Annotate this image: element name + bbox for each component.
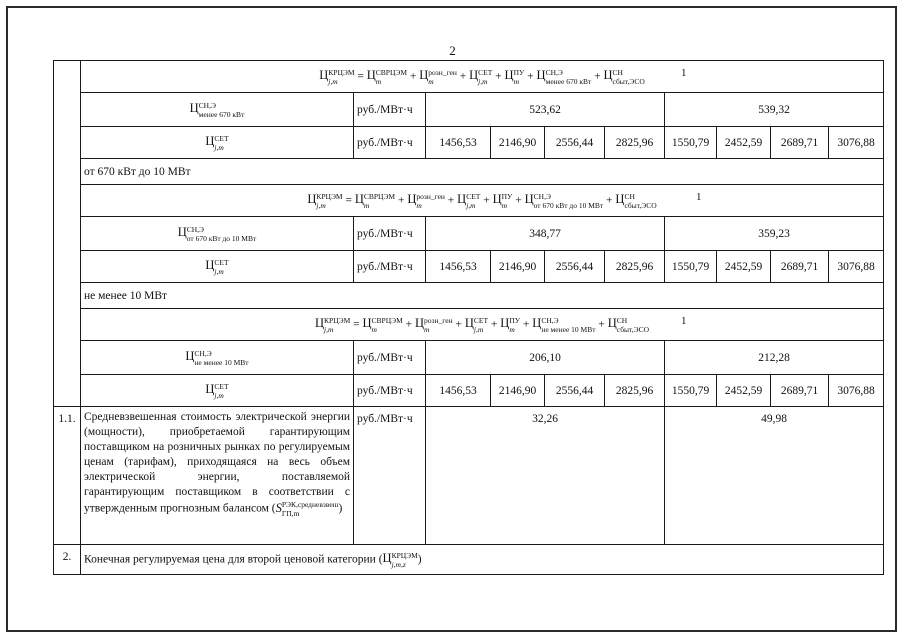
- unit-cell: руб./МВт·ч: [354, 375, 426, 407]
- symbol-superscript: ПУ: [509, 315, 521, 325]
- symbol-subscript: j,m: [214, 266, 224, 276]
- group-label: от 670 кВт до 10 МВт: [81, 159, 884, 185]
- symbol-indices: [546, 68, 592, 86]
- tariff-table: [53, 60, 884, 575]
- price-symbol: [457, 191, 481, 210]
- symbol-subscript: сбыт,ЭСО: [624, 200, 657, 210]
- sn-value-half1: 206,10: [426, 341, 665, 375]
- plus-sign: +: [407, 70, 420, 83]
- price-symbol: [307, 191, 343, 210]
- symbol-superscript: СВРЦЭМ: [363, 191, 396, 201]
- set-symbol-cell: [81, 375, 354, 407]
- symbol-indices: [372, 316, 403, 334]
- weighted-value-half1: 32,26: [426, 407, 665, 545]
- symbol-letter: Ц: [532, 316, 542, 331]
- symbol-superscript: СВРЦЭМ: [371, 315, 403, 325]
- symbol-indices: [617, 316, 649, 334]
- unit-cell: руб./МВт·ч: [354, 407, 426, 545]
- symbol-indices: [328, 68, 354, 86]
- set-value-cell: 2146,90: [491, 375, 545, 407]
- symbol-indices: [474, 316, 488, 334]
- plus-sign: +: [402, 318, 415, 331]
- symbol-letter: Ц: [603, 68, 613, 83]
- symbol-letter: Ц: [307, 192, 317, 207]
- weighted-cost-symbol: [275, 500, 339, 518]
- symbol-indices: [478, 68, 492, 86]
- price-symbol: [189, 100, 245, 119]
- symbol-superscript: СЕТ: [473, 315, 489, 325]
- price-symbol: [415, 315, 453, 334]
- plus-sign: +: [524, 70, 537, 83]
- symbol-superscript: СН: [624, 191, 635, 201]
- symbol-indices: [466, 192, 480, 210]
- price-symbol: [603, 67, 645, 86]
- symbol-subscript: j,m: [478, 76, 488, 86]
- symbol-indices: [324, 316, 350, 334]
- price-symbol: [407, 191, 445, 210]
- symbol-subscript: j,m: [214, 142, 224, 152]
- symbol-letter: Ц: [464, 316, 474, 331]
- symbol-superscript: розн_ген: [424, 315, 453, 325]
- symbol-superscript: СЕТ: [466, 191, 481, 201]
- symbol-indices: [624, 192, 656, 210]
- symbol-indices: [541, 316, 595, 334]
- symbol-indices: [613, 68, 645, 86]
- price-symbol: [205, 257, 229, 276]
- symbol-superscript: КРЦЭМ: [316, 191, 343, 201]
- price-symbol: [177, 224, 257, 243]
- symbol-subscript: менее 670 кВт: [545, 76, 592, 86]
- plus-sign: +: [444, 194, 458, 207]
- price-symbol: [419, 67, 457, 86]
- row-number: 1.1.: [54, 407, 81, 545]
- sn-value-half1: 348,77: [426, 217, 665, 251]
- symbol-subscript: не менее 10 МВт: [194, 357, 249, 367]
- row-description-text: Средневзвешенная стоимость электрической энергии (мощности), приобретаемой гарантирующим поставщиком на розничных рынках по регулируемым ценам (тарифам), приходящаяся на весь объем электрической энергии, поставляемой гарантирующим поставщиком в соответствии с утвержденным прогнозным балансом (: [84, 411, 350, 515]
- symbol-superscript: СН,Э: [541, 315, 559, 325]
- symbol-subscript: m: [428, 76, 434, 86]
- symbol-subscript: m: [363, 200, 370, 210]
- set-value-cell: 1456,53: [426, 127, 491, 159]
- price-formula: [81, 61, 884, 93]
- plus-sign: +: [492, 70, 505, 83]
- symbol-indices: [392, 551, 418, 569]
- page-number: 2: [449, 43, 456, 58]
- symbol-letter: Ц: [354, 192, 364, 207]
- row-number: 2.: [54, 545, 81, 575]
- plus-sign: +: [603, 194, 616, 207]
- set-value-cell: 2825,96: [605, 127, 665, 159]
- sn-value-half2: 212,28: [665, 341, 884, 375]
- price-symbol: [354, 191, 396, 210]
- symbol-letter: Ц: [205, 134, 215, 149]
- plus-sign: +: [520, 318, 533, 331]
- set-value-cell: 1550,79: [665, 251, 717, 283]
- symbol-superscript: ПУ: [513, 67, 525, 77]
- set-value-cell: 2556,44: [545, 127, 605, 159]
- set-value-cell: 2146,90: [491, 251, 545, 283]
- symbol-superscript: КРЦЭМ: [324, 315, 351, 325]
- symbol-indices: [424, 316, 453, 334]
- unit-cell: руб./МВт·ч: [354, 251, 426, 283]
- row-description: [81, 545, 884, 575]
- price-symbol: [205, 133, 229, 152]
- symbol-superscript: СВРЦЭМ: [375, 67, 407, 77]
- symbol-subscript: m: [509, 324, 515, 334]
- unit-cell: руб./МВт·ч: [354, 341, 426, 375]
- symbol-superscript: СН,Э: [533, 191, 551, 201]
- symbol-indices: [214, 258, 228, 276]
- symbol-indices: [534, 192, 604, 210]
- symbol-letter: Ц: [469, 68, 479, 83]
- symbol-subscript: m: [513, 76, 519, 86]
- symbol-subscript: j,m: [473, 324, 484, 334]
- symbol-superscript: СЕТ: [478, 67, 493, 77]
- set-value-cell: 2689,71: [771, 375, 829, 407]
- symbol-superscript: СН: [612, 67, 623, 77]
- symbol-letter: Ц: [500, 316, 510, 331]
- plus-sign: +: [456, 70, 470, 83]
- price-symbol: [382, 550, 418, 569]
- set-value-cell: 2452,59: [717, 251, 771, 283]
- sn-value-half1: 523,62: [426, 93, 665, 127]
- price-formula: [81, 185, 884, 217]
- set-value-cell: 1456,53: [426, 251, 491, 283]
- symbol-letter: Ц: [362, 316, 372, 331]
- symbol-letter: Ц: [524, 192, 534, 207]
- symbol-letter: Ц: [615, 192, 625, 207]
- equals-sign: =: [350, 318, 363, 331]
- symbol-letter: Ц: [205, 382, 215, 397]
- symbol-indices: [376, 68, 407, 86]
- formula-footnote: 1: [681, 67, 687, 79]
- symbol-subscript: m: [501, 200, 508, 210]
- symbol-indices: [514, 68, 525, 86]
- group-label: не менее 10 МВт: [81, 283, 884, 309]
- symbol-subscript: j,m: [328, 76, 338, 86]
- set-value-cell: 2556,44: [545, 251, 605, 283]
- row-description: [81, 407, 354, 545]
- plus-sign: +: [488, 318, 501, 331]
- closing-paren: ): [417, 553, 422, 566]
- symbol-letter: Ц: [189, 101, 199, 116]
- symbol-subscript: от 670 кВт до 10 МВт: [533, 200, 604, 210]
- plus-sign: +: [595, 318, 608, 331]
- price-symbol: [205, 381, 229, 400]
- price-symbol: [492, 191, 513, 210]
- symbol-indices: [364, 192, 395, 210]
- symbol-letter: Ц: [319, 68, 329, 83]
- symbol-superscript: СЕТ: [214, 133, 229, 143]
- plus-sign: +: [591, 70, 604, 83]
- set-symbol-cell: [81, 251, 354, 283]
- set-value-cell: 2825,96: [605, 375, 665, 407]
- symbol-subscript: m: [375, 76, 382, 86]
- set-value-cell: 3076,88: [829, 127, 884, 159]
- set-value-cell: 2452,59: [717, 127, 771, 159]
- unit-cell: руб./МВт·ч: [354, 127, 426, 159]
- symbol-indices: [502, 192, 513, 210]
- set-value-cell: 2689,71: [771, 251, 829, 283]
- symbol-letter: S: [275, 500, 282, 515]
- symbol-indices: [416, 192, 445, 210]
- symbol-indices: [214, 134, 228, 152]
- sn-symbol-cell: [81, 93, 354, 127]
- symbol-letter: Ц: [366, 68, 376, 83]
- symbol-indices: [282, 500, 339, 518]
- symbol-indices: [214, 382, 228, 400]
- symbol-superscript: СН,Э: [194, 348, 212, 358]
- set-value-cell: 1550,79: [665, 375, 717, 407]
- symbol-letter: Ц: [536, 68, 546, 83]
- price-symbol: [532, 315, 596, 334]
- symbol-indices: [199, 101, 245, 119]
- symbol-indices: [194, 349, 248, 367]
- set-value-cell: 2689,71: [771, 127, 829, 159]
- symbol-letter: Ц: [419, 68, 429, 83]
- symbol-superscript: розн_ген: [428, 67, 457, 77]
- symbol-letter: Ц: [492, 192, 502, 207]
- plus-sign: +: [395, 194, 408, 207]
- row-description-text: Конечная регулируемая цена для второй ценовой категории (: [84, 553, 383, 566]
- symbol-indices: [316, 192, 342, 210]
- price-symbol: [464, 315, 489, 334]
- symbol-subscript: j,m: [324, 324, 334, 334]
- price-symbol: [607, 315, 650, 334]
- price-symbol: [615, 191, 657, 210]
- symbol-letter: Ц: [415, 316, 425, 331]
- price-symbol: [366, 67, 407, 86]
- symbol-subscript: менее 670 кВт: [198, 109, 245, 119]
- symbol-superscript: РЭК,средневзвеш: [281, 500, 339, 509]
- symbol-letter: Ц: [607, 316, 617, 331]
- set-value-cell: 1456,53: [426, 375, 491, 407]
- symbol-letter: Ц: [407, 192, 417, 207]
- formula-footnote: 1: [681, 315, 687, 327]
- symbol-subscript: от 670 кВт до 10 МВт: [186, 233, 257, 243]
- set-value-cell: 3076,88: [829, 375, 884, 407]
- symbol-subscript: сбыт,ЭСО: [612, 76, 645, 86]
- unit-cell: руб./МВт·ч: [354, 217, 426, 251]
- symbol-letter: Ц: [457, 192, 467, 207]
- set-symbol-cell: [81, 127, 354, 159]
- symbol-letter: Ц: [504, 68, 514, 83]
- set-value-cell: 2825,96: [605, 251, 665, 283]
- sn-value-half2: 539,32: [665, 93, 884, 127]
- price-symbol: [500, 315, 521, 334]
- equals-sign: =: [354, 70, 367, 83]
- weighted-value-half2: 49,98: [665, 407, 884, 545]
- symbol-superscript: СЕТ: [214, 381, 229, 391]
- unit-cell: руб./МВт·ч: [354, 93, 426, 127]
- symbol-subscript: j,m: [466, 200, 476, 210]
- symbol-subscript: m: [371, 324, 377, 334]
- equals-sign: =: [342, 194, 355, 207]
- price-symbol: [362, 315, 403, 334]
- set-value-cell: 2556,44: [545, 375, 605, 407]
- price-symbol: [315, 315, 351, 334]
- symbol-subscript: j,m: [316, 200, 326, 210]
- symbol-letter: Ц: [315, 316, 325, 331]
- set-value-cell: 3076,88: [829, 251, 884, 283]
- symbol-subscript: m: [424, 324, 430, 334]
- symbol-superscript: СН,Э: [186, 224, 205, 234]
- row-number-cell: [54, 61, 81, 407]
- symbol-indices: [187, 225, 257, 243]
- closing-paren: ): [338, 502, 343, 515]
- symbol-letter: Ц: [177, 225, 187, 240]
- symbol-subscript: ГП,m: [281, 509, 300, 518]
- symbol-indices: [428, 68, 457, 86]
- set-value-cell: 1550,79: [665, 127, 717, 159]
- symbol-subscript: m: [416, 200, 422, 210]
- sn-value-half2: 359,23: [665, 217, 884, 251]
- symbol-letter: Ц: [205, 258, 215, 273]
- price-symbol: [319, 67, 355, 86]
- formula-footnote: 1: [696, 191, 702, 203]
- symbol-subscript: j,m: [214, 390, 224, 400]
- set-value-cell: 2452,59: [717, 375, 771, 407]
- sn-symbol-cell: [81, 341, 354, 375]
- plus-sign: +: [480, 194, 493, 207]
- set-value-cell: 2146,90: [491, 127, 545, 159]
- symbol-subscript: сбыт,ЭСО: [616, 324, 650, 334]
- symbol-superscript: КРЦЭМ: [328, 67, 355, 77]
- symbol-subscript: j,m,z: [391, 559, 406, 569]
- symbol-subscript: не менее 10 МВт: [541, 324, 596, 334]
- plus-sign: +: [512, 194, 525, 207]
- symbol-superscript: розн_ген: [416, 191, 445, 201]
- price-symbol: [536, 67, 592, 86]
- symbol-superscript: СН,Э: [198, 100, 216, 110]
- price-formula: [81, 309, 884, 341]
- symbol-letter: Ц: [382, 551, 392, 566]
- price-symbol: [185, 348, 249, 367]
- symbol-superscript: СН,Э: [545, 67, 563, 77]
- plus-sign: +: [452, 318, 465, 331]
- price-symbol: [469, 67, 493, 86]
- symbol-superscript: СЕТ: [214, 257, 229, 267]
- sn-symbol-cell: [81, 217, 354, 251]
- symbol-superscript: ПУ: [501, 191, 513, 201]
- price-symbol: [504, 67, 525, 86]
- symbol-superscript: СН: [616, 315, 628, 325]
- symbol-letter: Ц: [185, 349, 195, 364]
- symbol-indices: [509, 316, 520, 334]
- price-symbol: [524, 191, 604, 210]
- symbol-superscript: КРЦЭМ: [391, 550, 418, 560]
